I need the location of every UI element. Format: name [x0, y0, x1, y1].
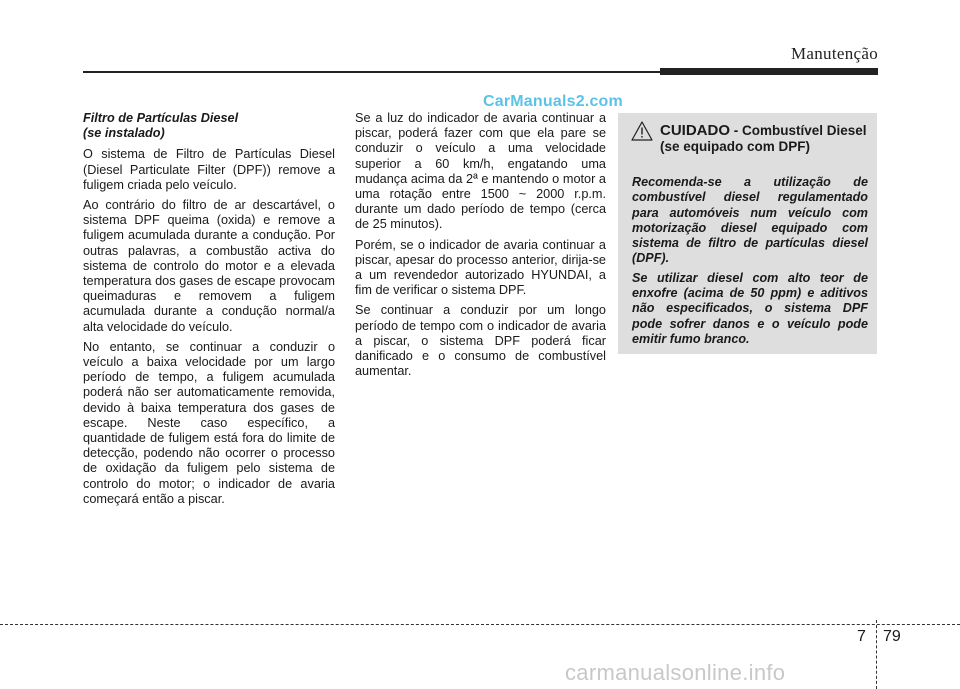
section-title — [83, 111, 335, 141]
footer-dashed-line — [0, 624, 960, 625]
warning-triangle-icon — [631, 121, 653, 141]
caution-box — [618, 113, 877, 354]
caution-paragraph-1: Recomenda-se a utilização de combustível diesel regulamentado para automóveis num veículo com motorização diesel equipado com sistema de filtro de partículas diesel (DPF). — [632, 175, 868, 266]
watermark-link[interactable]: CarManuals2.com — [483, 93, 623, 110]
middle-paragraph-2: Porém, se o indicador de avaria continuar a piscar, apesar do processo anterior, dirija-se a um revendedor autorizado HYUNDAI, a fim de verificar o sistema DPF. — [355, 237, 606, 298]
page-number: 79 — [883, 628, 901, 645]
caution-body — [632, 175, 868, 351]
caution-topic: - Combustível Diesel (se equipado com DPF) — [660, 123, 867, 154]
page-header-title: Manutenção — [790, 44, 878, 63]
footer-dashed-divider — [876, 620, 877, 689]
caution-heading — [660, 123, 868, 155]
chapter-number: 7 — [857, 628, 866, 645]
left-column — [83, 111, 335, 512]
header-rule-thin — [83, 71, 666, 73]
section-title-line2: (se instalado) — [83, 126, 165, 141]
middle-paragraph-3: Se continuar a conduzir por um longo período de tempo com o indicador de avaria a piscar, o sistema DPF poderá ficar danificado e o consumo de combustível aumentar. — [355, 303, 606, 379]
header-rule-thick — [660, 68, 878, 75]
middle-paragraph-1: Se a luz do indicador de avaria continuar a piscar, poderá fazer com que ela pare se conduzir o veículo a uma velocidade superior a 60 km/h, engatando uma mudança acima da 2ª e mantendo o motor a uma rotação entre 1500 ~ 2000 r.p.m. durante um dado período de tempo (cerca de 25 minutos). — [355, 111, 606, 232]
section-title-line1: Filtro de Partículas Diesel — [83, 111, 239, 125]
footer-watermark-link[interactable]: carmanualsonline.info — [565, 660, 786, 685]
left-paragraph-2: Ao contrário do filtro de ar descartável, o sistema DPF queima (oxida) e remove a fuligem acumulada durante a condução. Por outras palavras, a combustão activa do sistema de controlo do motor e a elevada temperatura dos gases de escape provocam queimaduras e removem a fuligem acumulada durante a condução normal/a alta velocidade do veículo. — [83, 198, 335, 334]
caution-word: CUIDADO — [660, 122, 730, 139]
left-paragraph-3: No entanto, se continuar a conduzir o veículo a baixa velocidade por um largo período de tempo, a fuligem acumulada poderá não ser automaticamente removida, devido à baixa temperatura dos gases de escape. Neste caso específico, a quantidade de fuligem está fora do limite de detecção, podendo não ocorrer o processo de oxidação da fuligem pelo sistema de controlo do motor; o indicador de avaria começará então a piscar. — [83, 339, 335, 506]
middle-column — [355, 111, 606, 384]
caution-paragraph-2: Se utilizar diesel com alto teor de enxofre (acima de 50 ppm) e aditivos não especificados, o sistema DPF pode sofrer danos e o veículo pode emitir fumo branco. — [632, 270, 868, 346]
left-paragraph-1: O sistema de Filtro de Partículas Diesel (Diesel Particulate Filter (DPF)) remove a fuligem criada pelo veículo. — [83, 147, 335, 192]
